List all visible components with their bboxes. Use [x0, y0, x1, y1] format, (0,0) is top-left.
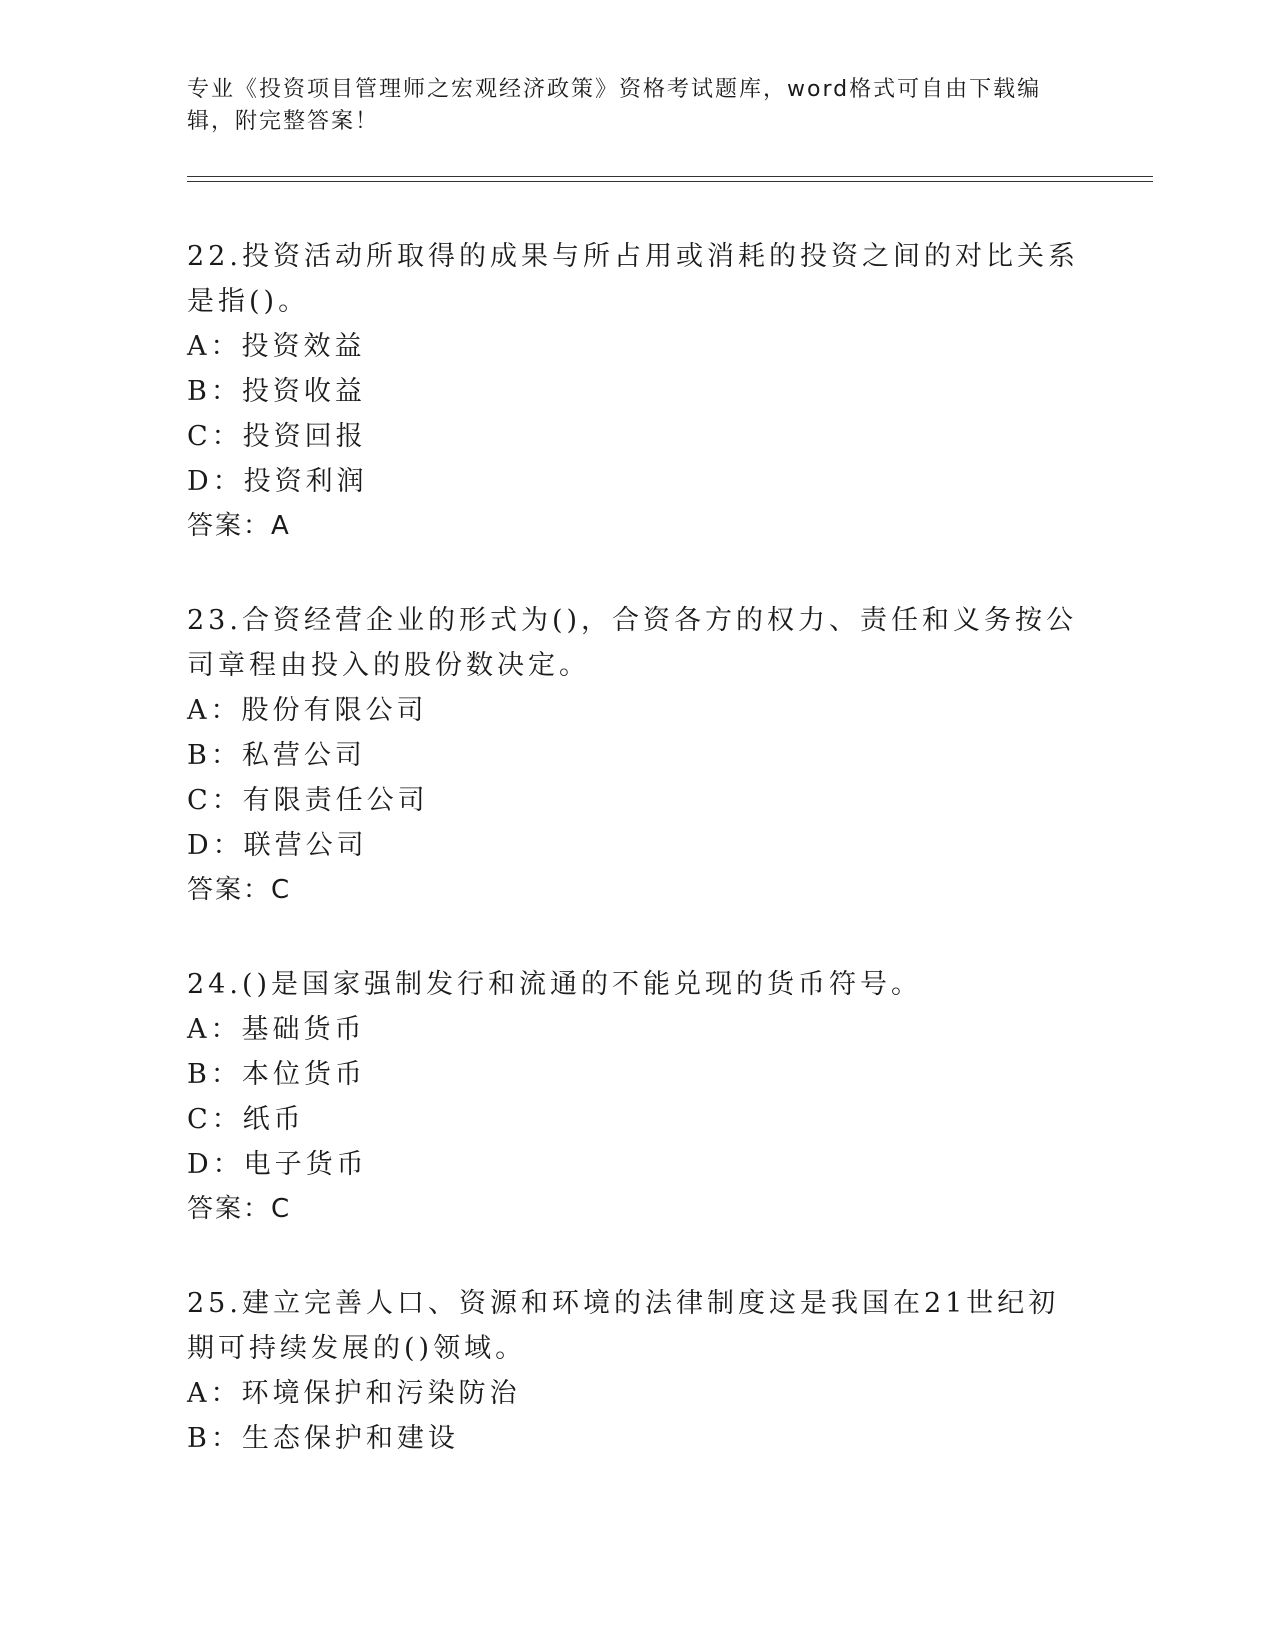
- option-a: A：投资效益: [187, 331, 366, 362]
- option-c: C：纸币: [187, 1104, 305, 1135]
- option-b: B：本位货币: [187, 1059, 366, 1090]
- option-b: B：生态保护和建设: [187, 1423, 459, 1454]
- question-25: [187, 1281, 1087, 1461]
- question-23: [187, 598, 1087, 914]
- header-line-1: 专业《投资项目管理师之宏观经济政策》资格考试题库，word格式可自由下载编: [187, 77, 1042, 102]
- option-d: D：投资利润: [187, 466, 368, 497]
- option-c: C：有限责任公司: [187, 785, 429, 816]
- option-d: D：电子货币: [187, 1149, 368, 1180]
- question-24: [187, 962, 1087, 1233]
- question-stem: 25.建立完善人口、资源和环境的法律制度这是我国在21世纪初期可持续发展的()领域。: [187, 1288, 1060, 1364]
- header-line-2: 辑，附完整答案！: [187, 109, 380, 134]
- question-stem: 23.合资经营企业的形式为()，合资各方的权力、责任和义务按公司章程由投入的股份数决定。: [187, 605, 1078, 681]
- option-d: D：联营公司: [187, 830, 368, 861]
- option-b: B：私营公司: [187, 740, 366, 771]
- option-a: A：基础货币: [187, 1014, 366, 1045]
- option-a: A：环境保护和污染防治: [187, 1378, 521, 1409]
- option-a: A：股份有限公司: [187, 695, 428, 726]
- answer-label: 答案：C: [187, 1194, 292, 1224]
- option-b: B：投资收益: [187, 376, 366, 407]
- header-divider-top: [187, 176, 1153, 177]
- header-divider-bottom: [187, 181, 1153, 182]
- document-header: [187, 74, 1067, 138]
- question-22: [187, 234, 1087, 550]
- answer-label: 答案：C: [187, 875, 292, 905]
- question-stem: 24.()是国家强制发行和流通的不能兑现的货币符号。: [187, 969, 923, 1000]
- option-c: C：投资回报: [187, 421, 367, 452]
- answer-label: 答案：A: [187, 511, 291, 541]
- question-stem: 22.投资活动所取得的成果与所占用或消耗的投资之间的对比关系是指()。: [187, 241, 1079, 317]
